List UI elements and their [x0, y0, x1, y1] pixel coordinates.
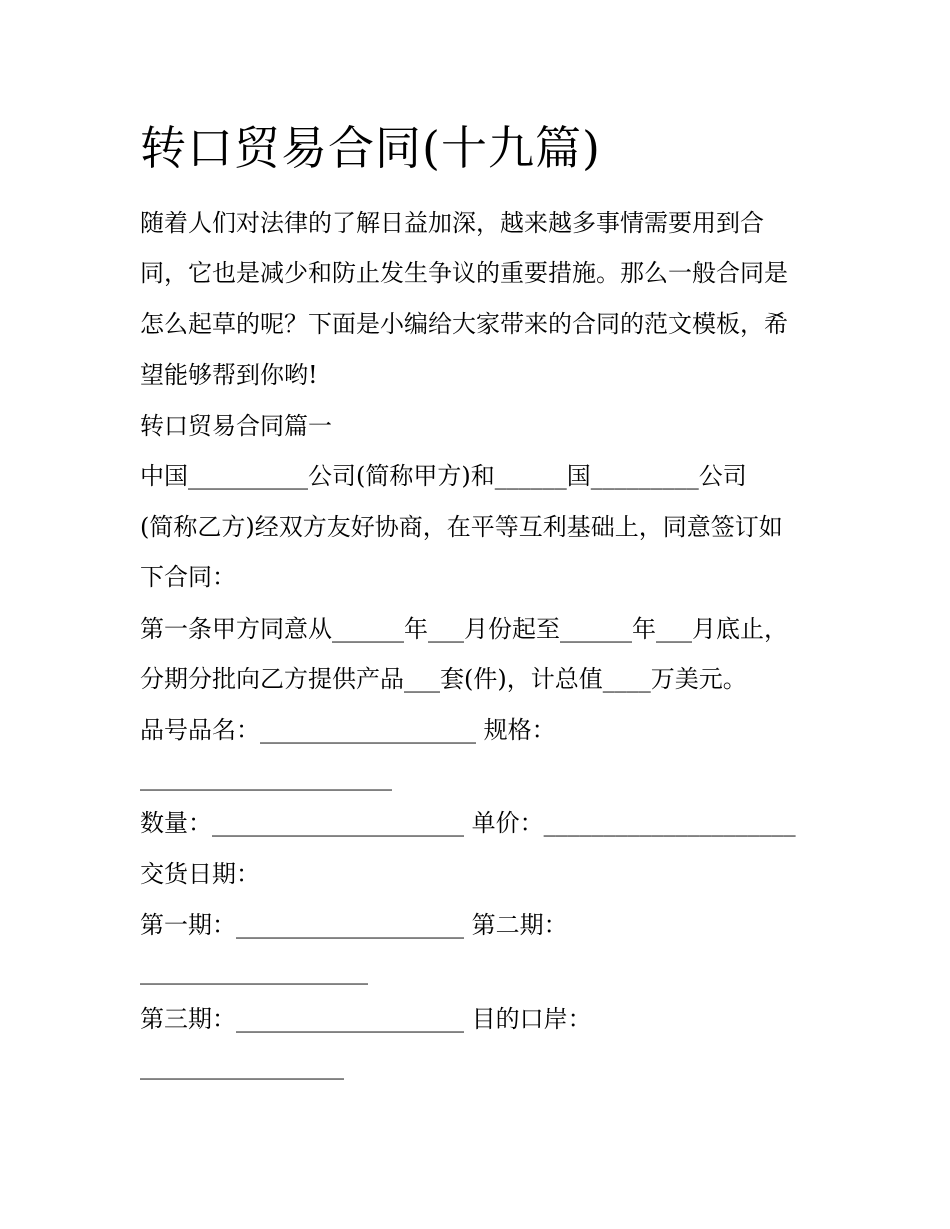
product-name-line: 品号品名：__________________ 规格：: [140, 716, 556, 744]
article-1-line-1: 第一条甲方同意从______年___月份起至______年___月底止，: [140, 615, 788, 643]
parties-line-3: 下合同：: [140, 563, 236, 591]
phase-3-line: 第三期：___________________ 目的口岸：: [140, 1005, 592, 1033]
article-1-line-2: 分期分批向乙方提供产品___套(件)，计总值____万美元。: [140, 665, 747, 693]
parties-line-1: 中国__________公司(简称甲方)和______国_________公司: [140, 462, 747, 490]
document-title: 转口贸易合同(十九篇): [140, 121, 601, 175]
intro-line-3: 怎么起草的呢？下面是小编给大家带来的合同的范文模板，希: [140, 310, 788, 338]
quantity-price-line: 数量：_____________________ 单价：_____________________: [140, 809, 796, 837]
section-heading: 转口贸易合同篇一: [140, 412, 332, 440]
intro-line-4: 望能够帮到你哟!: [140, 361, 318, 389]
delivery-date-label: 交货日期：: [140, 860, 260, 888]
phase-2-blank-line: ___________________: [140, 957, 368, 985]
phase-1-line: 第一期：___________________ 第二期：: [140, 911, 568, 939]
destination-blank-line: _________________: [140, 1052, 344, 1080]
spec-blank-line: _____________________: [140, 763, 392, 791]
parties-line-2: (简称乙方)经双方友好协商，在平等互利基础上，同意签订如: [140, 513, 783, 541]
intro-line-2: 同，它也是减少和防止发生争议的重要措施。那么一般合同是: [140, 259, 788, 287]
intro-line-1: 随着人们对法律的了解日益加深，越来越多事情需要用到合: [140, 209, 764, 237]
